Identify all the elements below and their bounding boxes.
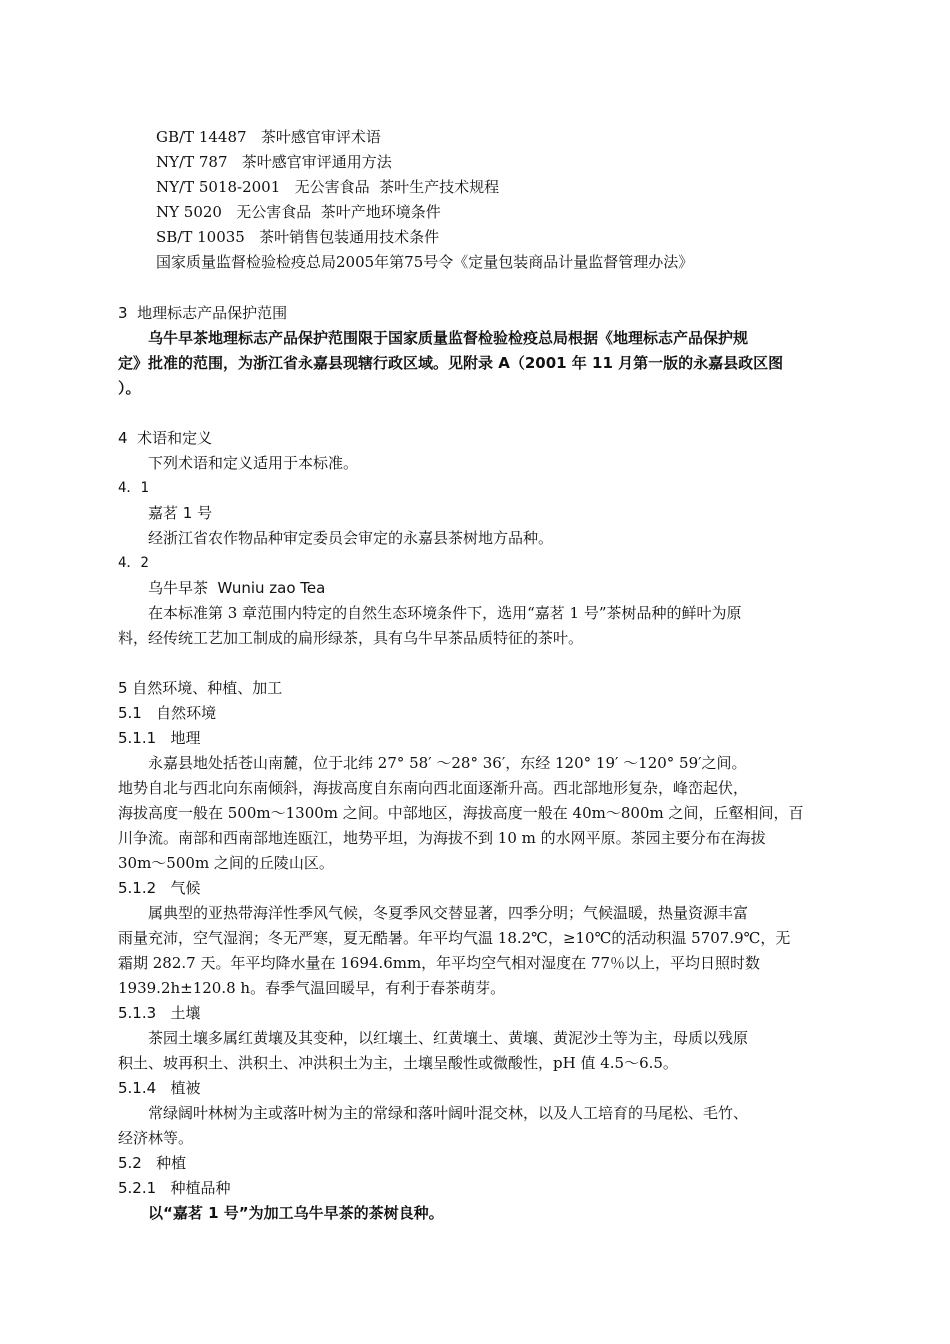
section-3-line: ）。 (118, 379, 141, 397)
term-4-2-definition-line: 在本标准第 3 章范围内特定的自然生态环境条件下，选用“嘉茗 1 号”茶树品种的鲜叶为原 (148, 604, 742, 622)
section-3-line: 定》批准的范围，为浙江省永嘉县现辖行政区域。见附录 A（2001 年 11 月第一版的永嘉县政区图 (118, 354, 784, 372)
ref-nyt-5018: NY/T 5018-2001 无公害食品 茶叶生产技术规程 (156, 178, 500, 196)
section-5-1-4-heading: 5.1.4 植被 (118, 1079, 201, 1097)
ref-ny-5020: NY 5020 无公害食品 茶叶产地环境条件 (156, 203, 441, 221)
section-4-intro: 下列术语和定义适用于本标准。 (148, 454, 359, 472)
planting-variety-line: 以“嘉茗 1 号”为加工乌牛早茶的茶树良种。 (148, 1204, 444, 1222)
ref-aqsiq-order: 国家质量监督检验检疫总局2005年第75号令《定量包装商品计量监督管理办法》 (156, 253, 694, 271)
ref-gbt-14487: GB/T 14487 茶叶感官审评术语 (156, 128, 381, 146)
section-5-1-1-heading: 5.1.1 地理 (118, 729, 201, 747)
geography-line: 川争流。南部和西南部地连瓯江，地势平坦，为海拔不到 10 m 的水网平原。茶园主要分布在海拔 (118, 829, 766, 847)
term-4-1-definition: 经浙江省农作物品种审定委员会审定的永嘉县茶树地方品种。 (148, 529, 554, 547)
geography-line: 地势自北与西北向东南倾斜，海拔高度自东南向西北面逐渐升高。西北部地形复杂，峰峦起伏， (118, 779, 749, 797)
climate-line: 属典型的亚热带海洋性季风气候，冬夏季风交替显著，四季分明；气候温暖，热量资源丰富 (148, 904, 749, 922)
section-5-2-heading: 5.2 种植 (118, 1154, 187, 1172)
ref-nyt-787: NY/T 787 茶叶感官审评通用方法 (156, 153, 392, 171)
climate-line: 霜期 282.7 天。年平均降水量在 1694.6mm，年平均空气相对湿度在 77％以上，平均日照时数 (118, 954, 761, 972)
section-5-heading: 5 自然环境、种植、加工 (118, 679, 283, 697)
section-3-heading: 3 地理标志产品保护范围 (118, 304, 288, 322)
term-4-1-number: 4．1 (118, 480, 149, 496)
soil-line: 积土、坡再积土、洪积土、冲洪积土为主，土壤呈酸性或微酸性，pH 值 4.5～6.5。 (118, 1054, 678, 1072)
term-4-2-number: 4．2 (118, 555, 149, 571)
geography-line: 30m～500m 之间的丘陵山区。 (118, 854, 334, 872)
vegetation-line: 经济林等。 (118, 1129, 194, 1147)
section-3-line: 乌牛早茶地理标志产品保护范围限于国家质量监督检验检疫总局根据《地理标志产品保护规 (148, 329, 749, 347)
section-5-2-1-heading: 5.2.1 种植品种 (118, 1179, 231, 1197)
section-5-1-2-heading: 5.1.2 气候 (118, 879, 201, 897)
climate-line: 1939.2h±120.8 h。春季气温回暖早，有利于春茶萌芽。 (118, 979, 506, 997)
term-4-2-definition-line: 料，经传统工艺加工制成的扁形绿茶，具有乌牛早茶品质特征的茶叶。 (118, 629, 584, 647)
geography-line: 永嘉县地处括苍山南麓，位于北纬 27° 58′ ～28° 36′，东经 120° 19′ ～120° 59′之间。 (148, 754, 747, 772)
climate-line: 雨量充沛，空气湿润；冬无严寒，夏无酷暑。年平均气温 18.2℃，≥10℃的活动积温 5707.9℃，无 (118, 929, 791, 947)
section-5-1-heading: 5.1 自然环境 (118, 704, 217, 722)
geography-line: 海拔高度一般在 500m～1300m 之间。中部地区，海拔高度一般在 40m～800m 之间，丘壑相间，百 (118, 804, 804, 822)
soil-line: 茶园土壤多属红黄壤及其变种，以红壤土、红黄壤土、黄壤、黄泥沙土等为主，母质以残原 (148, 1029, 749, 1047)
ref-sbt-10035: SB/T 10035 茶叶销售包装通用技术条件 (156, 228, 440, 246)
section-5-1-3-heading: 5.1.3 土壤 (118, 1004, 201, 1022)
term-4-2-name: 乌牛早茶 Wuniu zao Tea (148, 579, 326, 597)
term-4-1-name: 嘉茗 1 号 (148, 504, 213, 522)
section-4-heading: 4 术语和定义 (118, 429, 213, 447)
vegetation-line: 常绿阔叶林树为主或落叶树为主的常绿和落叶阔叶混交林，以及人工培育的马尾松、毛竹、 (148, 1104, 749, 1122)
